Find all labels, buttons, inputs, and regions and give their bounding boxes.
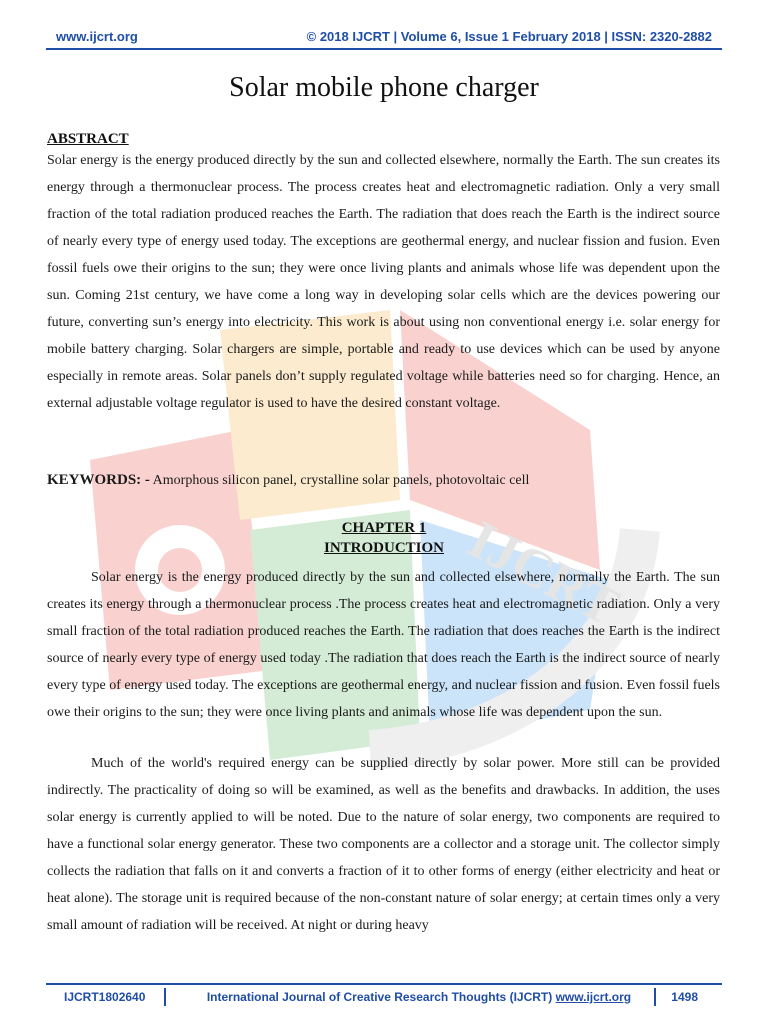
- footer-journal: [184, 990, 654, 1004]
- intro-paragraph-1: Solar energy is the energy produced directly by the sun and collected elsewhere, normally the Earth. The sun creates its energy through a thermonuclear process .The process creates heat and electromagnetic radiation. Only a very small fraction of the total radiation produced reaches the Earth. The radiation that does reaches the Earth is the indirect source of nearly every type of energy used today .The radiation that does reach the Earth is the indirect source of nearly every type of energy used today. The exceptions are geothermal energy, and nuclear fission and fusion. Even fossil fuels owe their origins to the sun; they were once living plants and animals whose life was dependent upon the sun.: [47, 570, 720, 720]
- header-website[interactable]: www.ijcrt.org: [56, 29, 138, 44]
- abstract-text: Solar energy is the energy produced directly by the sun and collected elsewhere, normally the Earth. The sun creates its energy through a thermonuclear process. The process creates heat and electromagnetic radiation. Only a very small fraction of the total radiation produced reaches the Earth. The radiation that does reach the Earth is the indirect source of nearly every type of energy used today. The exceptions are geothermal energy, and nuclear fission and fusion. Even fossil fuels owe their origins to the sun; they were once living plants and animals whose life was dependent upon the sun. Coming 21st century, we have come a long way in developing solar cells which are the devices powering our future, converting sun’s energy into electricity. This work is about using non conventional energy i.e. solar energy for mobile battery charging. Solar chargers are simple, portable and ready to use devices which can be used by anyone especially in remote areas. Solar panels don’t supply regulated voltage while batteries need so for charging. Hence, an external adjustable voltage regulator is used to have the desired constant voltage.: [47, 153, 720, 411]
- watermark-text: IJCRT: [459, 508, 629, 637]
- footer-divider: [46, 983, 722, 985]
- footer-separator: [654, 988, 656, 1006]
- footer-page-number: 1498: [671, 990, 698, 1004]
- page-footer: [46, 988, 722, 1010]
- footer-journal-name: International Journal of Creative Research Thoughts (IJCRT): [206, 990, 553, 1004]
- footer-journal-link[interactable]: www.ijcrt.org: [555, 990, 632, 1004]
- footer-separator: [164, 988, 166, 1006]
- keywords-label: KEYWORDS: -: [47, 472, 150, 488]
- intro-paragraph-2: Much of the world's required energy can be supplied directly by solar power. More still can be provided indirectly. The practicality of doing so will be examined, as well as the benefits and drawbacks. In addition, the uses solar energy is currently applied to will be noted. Due to the nature of solar energy, two components are required to have a functional solar energy generator. These two components are a collector and a storage unit. The collector simply collects the radiation that falls on it and converts a fraction of it to other forms of energy (either electricity and heat or heat alone). The storage unit is required because of the non-constant nature of solar energy; at certain times only a very small amount of radiation will be received. At night or during heavy: [47, 756, 720, 933]
- header-journal-info: © 2018 IJCRT | Volume 6, Issue 1 February 2018 | ISSN: 2320-2882: [306, 29, 712, 44]
- header-divider: [46, 48, 722, 50]
- chapter-title: INTRODUCTION: [323, 540, 444, 556]
- footer-paper-id: IJCRT1802640: [64, 990, 146, 1004]
- keywords-line: [47, 472, 720, 489]
- page-header: [46, 27, 722, 47]
- abstract-heading: ABSTRACT: [47, 131, 129, 147]
- keywords-text: Amorphous silicon panel, crystalline solar panels, photovoltaic cell: [152, 473, 530, 488]
- chapter-number: CHAPTER 1: [341, 520, 427, 536]
- paper-title: Solar mobile phone charger: [229, 72, 539, 103]
